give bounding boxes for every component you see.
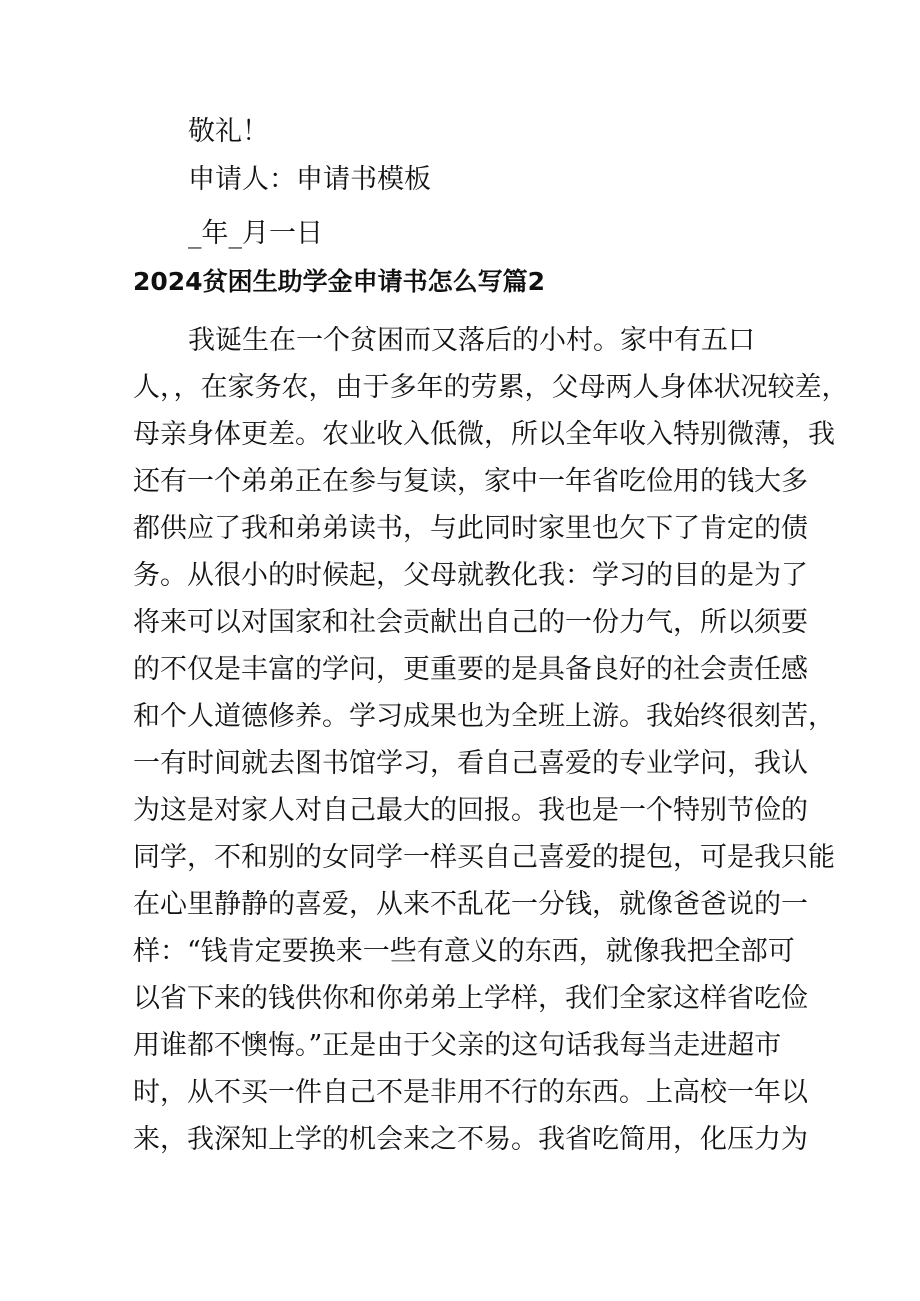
body-line: 样：“钱肯定要换来一些有意义的东西，就像我把全部可 [133,936,795,967]
body-line: 母亲身体更差。农业收入低微，所以全年收入特别微薄，我 [133,419,835,450]
body-line: 我诞生在一个贫困而又落后的小村。家中有五口 [188,325,755,356]
body-line: 来，我深知上学的机会来之不易。我省吃简用，化压力为 [133,1124,808,1155]
closing-salute: 敬礼！ [188,116,269,147]
body-line: 在心里静静的喜爱，从来不乱花一分钱，就像爸爸说的一 [133,889,808,920]
body-line: 时，从不买一件自己不是非用不行的东西。上高校一年以 [133,1077,808,1108]
body-line: 以省下来的钱供你和你弟弟上学样，我们全家这样省吃俭 [133,983,808,1014]
body-line: 为这是对家人对自己最大的回报。我也是一个特别节俭的 [133,795,808,826]
body-line: 将来可以对国家和社会贡献出自己的一份力气，所以须要 [133,607,808,638]
body-line: 人，，在家务农，由于多年的劳累，父母两人身体状况较差， [133,372,849,403]
body-line: 的不仅是丰富的学问，更重要的是具备良好的社会责任感 [133,654,808,685]
body-line: 还有一个弟弟正在参与复读，家中一年省吃俭用的钱大多 [133,466,808,497]
body-line: 都供应了我和弟弟读书，与此同时家里也欠下了肯定的债 [133,513,808,544]
body-line: 和个人道德修养。学习成果也为全班上游。我始终很刻苦， [133,701,835,732]
date-line: _年_月一日 [188,218,323,249]
applicant-line: 申请人：申请书模板 [188,164,431,195]
body-line: 同学，不和别的女同学一样买自己喜爱的提包，可是我只能 [133,842,835,873]
body-line: 务。从很小的时候起，父母就教化我：学习的目的是为了 [133,560,808,591]
body-line: 一有时间就去图书馆学习，看自己喜爱的专业学问，我认 [133,748,808,779]
body-line: 用谁都不懊悔。”正是由于父亲的这句话我每当走进超市 [133,1030,782,1061]
section-heading: 2024贫困生助学金申请书怎么写篇2 [133,267,545,296]
